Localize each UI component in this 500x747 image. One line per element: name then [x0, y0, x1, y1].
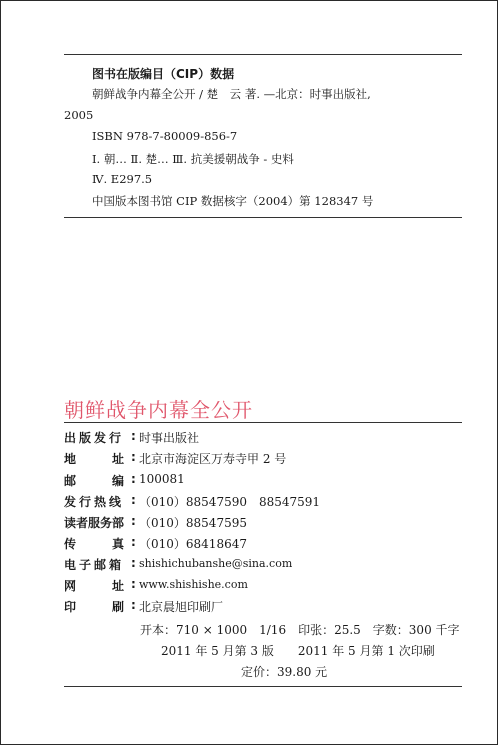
cip-subject-line: Ⅰ. 朝… Ⅱ. 楚… Ⅲ. 抗美援朝战争 - 史料: [92, 152, 294, 166]
imprint-value-fax: （010）68418647: [139, 537, 247, 551]
cip-record-line: 中国版本图书馆 CIP 数据核字（2004）第 128347 号: [92, 194, 374, 208]
imprint-value-publisher: 时事出版社: [139, 431, 200, 445]
imprint-colon: :: [131, 514, 136, 528]
cip-title-line: 朝鲜战争内幕全公开 / 楚 云 著. —北京：时事出版社,: [92, 87, 371, 101]
imprint-label-publisher: 出版发行: [64, 431, 125, 445]
imprint-value-address: 北京市海淀区万寿寺甲 2 号: [139, 452, 287, 466]
imprint-colon: :: [131, 598, 136, 612]
cip-year-line: 2005: [64, 108, 94, 122]
imprint-value-printer: 北京晨旭印刷厂: [139, 600, 224, 614]
bottom-rule: [64, 686, 462, 687]
book-title: 朝鲜战争内幕全公开: [64, 398, 253, 422]
imprint-colon: :: [131, 493, 136, 507]
imprint-top-rule: [64, 422, 462, 423]
imprint-colon: :: [131, 556, 136, 570]
top-rule: [64, 54, 462, 55]
price-line: 定价：39.80 元: [241, 665, 328, 679]
imprint-label-fax: 传 真: [64, 537, 124, 551]
imprint-colon: :: [131, 429, 136, 443]
imprint-label-email: 电子邮箱: [64, 558, 125, 572]
imprint-label-address: 地 址: [64, 452, 124, 466]
imprint-label-website: 网 址: [64, 579, 124, 593]
format-line: 开本：710 × 1000 1/16 印张：25.5 字数：300 千字: [140, 623, 460, 637]
imprint-colon: :: [131, 577, 136, 591]
imprint-label-hotline: 发行热线: [64, 495, 125, 509]
imprint-colon: :: [131, 472, 136, 486]
imprint-value-reader-service: （010）88547595: [139, 516, 247, 530]
cip-bottom-rule: [64, 217, 462, 218]
imprint-value-postcode: 100081: [139, 472, 185, 486]
imprint-colon: :: [131, 535, 136, 549]
imprint-value-email: shishichubanshe@sina.com: [139, 557, 293, 570]
imprint-value-hotline: （010）88547590 88547591: [139, 495, 321, 509]
imprint-label-postcode: 邮 编: [64, 474, 124, 488]
cip-heading: 图书在版编目（CIP）数据: [92, 67, 235, 81]
edition-line: 2011 年 5 月第 3 版 2011 年 5 月第 1 次印刷: [161, 644, 435, 658]
cip-class-line: Ⅳ. E297.5: [92, 172, 153, 186]
imprint-label-reader-service: 读者服务部: [64, 516, 125, 530]
imprint-colon: :: [131, 450, 136, 464]
imprint-value-website: www.shishishe.com: [139, 578, 248, 591]
imprint-label-printer: 印 刷: [64, 600, 124, 614]
cip-isbn-line: ISBN 978-7-80009-856-7: [92, 129, 238, 143]
